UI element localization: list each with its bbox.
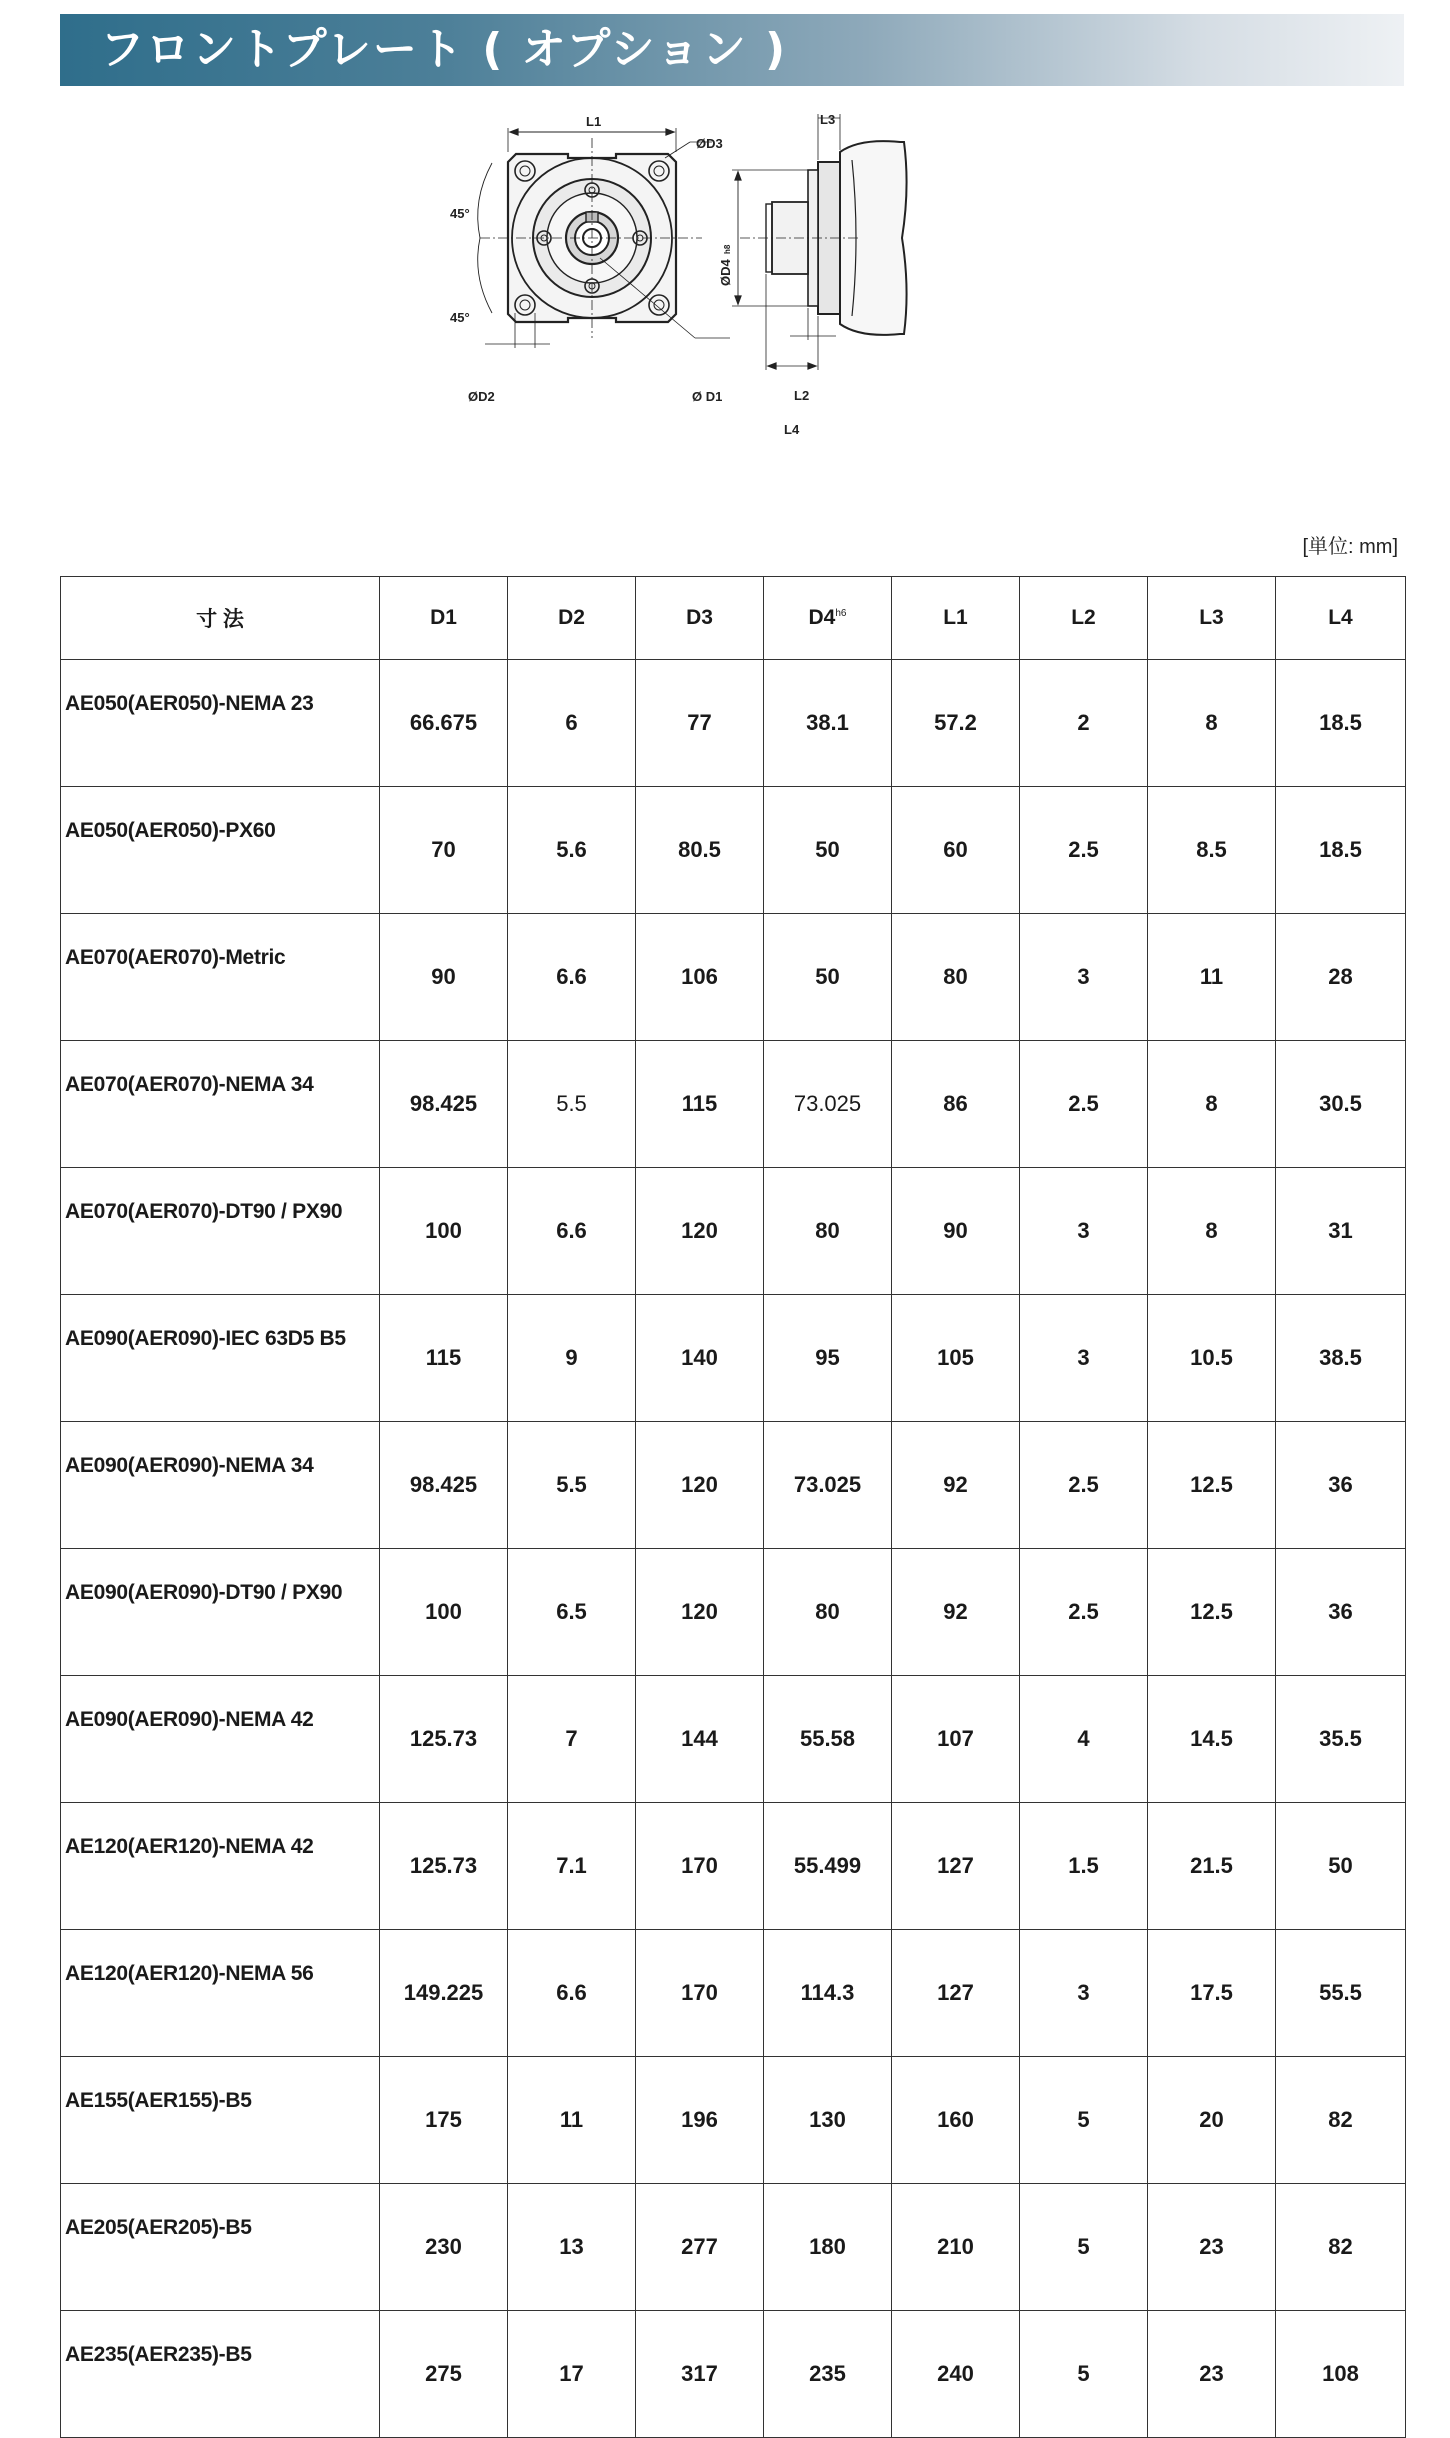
table-row (61, 660, 1406, 787)
header-d4-tolerance: h6 (835, 608, 847, 619)
label-d1: Ø D1 (692, 389, 723, 404)
label-d2: ØD2 (468, 389, 495, 404)
cell-l4: 82 (1276, 2184, 1406, 2311)
cell-d1: 275 (380, 2311, 508, 2438)
cell-d4: 235 (764, 2311, 892, 2438)
table-row (61, 1168, 1406, 1295)
row-model-name: AE235(AER235)-B5 (61, 2311, 380, 2438)
cell-l4: 18.5 (1276, 660, 1406, 787)
cell-d2: 5.6 (508, 787, 636, 914)
header-col: D3 (636, 577, 764, 660)
cell-d2: 13 (508, 2184, 636, 2311)
cell-d2: 6 (508, 660, 636, 787)
cell-d1: 100 (380, 1168, 508, 1295)
cell-d3: 317 (636, 2311, 764, 2438)
table-row (61, 1295, 1406, 1422)
label-l4: L4 (784, 422, 800, 437)
cell-l2: 2.5 (1020, 1549, 1148, 1676)
cell-d3: 120 (636, 1168, 764, 1295)
cell-d1: 125.73 (380, 1803, 508, 1930)
table-header-row (61, 577, 1406, 660)
cell-d3: 277 (636, 2184, 764, 2311)
row-model-name: AE070(AER070)-Metric (61, 914, 380, 1041)
cell-l2: 3 (1020, 1168, 1148, 1295)
cell-d3: 120 (636, 1422, 764, 1549)
label-l1: L1 (586, 114, 602, 129)
cell-l2: 2.5 (1020, 1041, 1148, 1168)
cell-l4: 38.5 (1276, 1295, 1406, 1422)
row-model-name: AE090(AER090)-IEC 63D5 B5 (61, 1295, 380, 1422)
table-body (61, 660, 1406, 2438)
cell-l1: 60 (892, 787, 1020, 914)
header-d4-label: D4 (808, 606, 836, 629)
cell-l1: 80 (892, 914, 1020, 1041)
cell-d2: 11 (508, 2057, 636, 2184)
cell-l1: 210 (892, 2184, 1020, 2311)
cell-d1: 98.425 (380, 1041, 508, 1168)
cell-d2: 6.6 (508, 1930, 636, 2057)
row-model-name: AE050(AER050)-PX60 (61, 787, 380, 914)
cell-l2: 1.5 (1020, 1803, 1148, 1930)
cell-d2: 7 (508, 1676, 636, 1803)
cell-l3: 23 (1148, 2184, 1276, 2311)
row-model-name: AE070(AER070)-NEMA 34 (61, 1041, 380, 1168)
cell-l3: 12.5 (1148, 1549, 1276, 1676)
cell-l1: 57.2 (892, 660, 1020, 787)
dimension-table (60, 576, 1406, 2438)
cell-d1: 66.675 (380, 660, 508, 787)
cell-d4: 73.025 (764, 1422, 892, 1549)
cell-l4: 36 (1276, 1549, 1406, 1676)
row-model-name: AE120(AER120)-NEMA 56 (61, 1930, 380, 2057)
cell-l4: 36 (1276, 1422, 1406, 1549)
cell-d3: 170 (636, 1803, 764, 1930)
table-row (61, 1676, 1406, 1803)
row-model-name: AE205(AER205)-B5 (61, 2184, 380, 2311)
cell-d3: 115 (636, 1041, 764, 1168)
cell-d4: 50 (764, 914, 892, 1041)
header-col: L2 (1020, 577, 1148, 660)
cell-l3: 8 (1148, 660, 1276, 787)
front-view (478, 128, 730, 348)
cell-d3: 140 (636, 1295, 764, 1422)
row-model-name: AE120(AER120)-NEMA 42 (61, 1803, 380, 1930)
cell-l2: 5 (1020, 2184, 1148, 2311)
cell-l4: 18.5 (1276, 787, 1406, 914)
cell-d4: 80 (764, 1168, 892, 1295)
table-row (61, 2184, 1406, 2311)
cell-l2: 3 (1020, 1930, 1148, 2057)
cell-d4: 95 (764, 1295, 892, 1422)
cell-d4: 130 (764, 2057, 892, 2184)
side-view (732, 114, 907, 370)
header-col: L1 (892, 577, 1020, 660)
header-col: L4 (1276, 577, 1406, 660)
header-col-d4 (764, 577, 892, 660)
cell-d3: 170 (636, 1930, 764, 2057)
table-row (61, 1803, 1406, 1930)
cell-l1: 160 (892, 2057, 1020, 2184)
cell-d3: 120 (636, 1549, 764, 1676)
cell-d2: 17 (508, 2311, 636, 2438)
label-l2: L2 (794, 388, 810, 403)
table-row (61, 2311, 1406, 2438)
cell-d1: 70 (380, 787, 508, 914)
cell-l3: 8.5 (1148, 787, 1276, 914)
row-model-name: AE070(AER070)-DT90 / PX90 (61, 1168, 380, 1295)
cell-d4: 50 (764, 787, 892, 914)
cell-l4: 55.5 (1276, 1930, 1406, 2057)
cell-l2: 4 (1020, 1676, 1148, 1803)
cell-l3: 21.5 (1148, 1803, 1276, 1930)
cell-l3: 11 (1148, 914, 1276, 1041)
technical-drawing (440, 108, 1080, 458)
table-row (61, 1041, 1406, 1168)
unit-note: [単位: mm] (1302, 536, 1398, 558)
cell-l4: 50 (1276, 1803, 1406, 1930)
cell-d1: 175 (380, 2057, 508, 2184)
row-model-name: AE050(AER050)-NEMA 23 (61, 660, 380, 787)
cell-l2: 2.5 (1020, 1422, 1148, 1549)
header-col: D1 (380, 577, 508, 660)
cell-l4: 30.5 (1276, 1041, 1406, 1168)
table-row (61, 1930, 1406, 2057)
header-col: D2 (508, 577, 636, 660)
title-bar (60, 14, 1404, 86)
row-model-name: AE155(AER155)-B5 (61, 2057, 380, 2184)
cell-l3: 14.5 (1148, 1676, 1276, 1803)
cell-l3: 12.5 (1148, 1422, 1276, 1549)
cell-l4: 31 (1276, 1168, 1406, 1295)
cell-d4: 38.1 (764, 660, 892, 787)
cell-d2: 6.6 (508, 914, 636, 1041)
table-row (61, 914, 1406, 1041)
cell-l3: 23 (1148, 2311, 1276, 2438)
cell-l1: 92 (892, 1422, 1020, 1549)
cell-l2: 3 (1020, 914, 1148, 1041)
cell-l1: 240 (892, 2311, 1020, 2438)
cell-l1: 86 (892, 1041, 1020, 1168)
cell-d2: 9 (508, 1295, 636, 1422)
front-plate-drawing (440, 108, 1080, 458)
cell-l2: 2 (1020, 660, 1148, 787)
cell-l3: 10.5 (1148, 1295, 1276, 1422)
row-model-name: AE090(AER090)-NEMA 42 (61, 1676, 380, 1803)
header-col: L3 (1148, 577, 1276, 660)
label-l3: L3 (820, 112, 836, 127)
label-d4: ØD4 (718, 259, 733, 286)
cell-d4: 73.025 (764, 1041, 892, 1168)
cell-d3: 196 (636, 2057, 764, 2184)
cell-d2: 5.5 (508, 1041, 636, 1168)
header-size: 寸 法 (61, 577, 380, 660)
label-d4-tolerance: h8 (723, 244, 732, 254)
cell-l2: 5 (1020, 2057, 1148, 2184)
cell-d4: 55.58 (764, 1676, 892, 1803)
cell-l3: 8 (1148, 1168, 1276, 1295)
cell-l3: 8 (1148, 1041, 1276, 1168)
cell-l1: 127 (892, 1930, 1020, 2057)
label-angle-top: 45° (450, 206, 470, 221)
cell-l4: 35.5 (1276, 1676, 1406, 1803)
cell-l2: 2.5 (1020, 787, 1148, 914)
cell-d1: 100 (380, 1549, 508, 1676)
cell-l1: 90 (892, 1168, 1020, 1295)
table-row (61, 787, 1406, 914)
cell-d1: 230 (380, 2184, 508, 2311)
cell-l4: 108 (1276, 2311, 1406, 2438)
table-row (61, 1549, 1406, 1676)
cell-d1: 125.73 (380, 1676, 508, 1803)
cell-d1: 115 (380, 1295, 508, 1422)
label-angle-bottom: 45° (450, 310, 470, 325)
cell-l2: 5 (1020, 2311, 1148, 2438)
cell-d2: 5.5 (508, 1422, 636, 1549)
cell-l4: 82 (1276, 2057, 1406, 2184)
cell-d3: 80.5 (636, 787, 764, 914)
cell-d1: 90 (380, 914, 508, 1041)
cell-d2: 6.5 (508, 1549, 636, 1676)
row-model-name: AE090(AER090)-NEMA 34 (61, 1422, 380, 1549)
cell-l3: 17.5 (1148, 1930, 1276, 2057)
cell-l2: 3 (1020, 1295, 1148, 1422)
cell-l1: 92 (892, 1549, 1020, 1676)
cell-d3: 106 (636, 914, 764, 1041)
cell-l1: 127 (892, 1803, 1020, 1930)
cell-d4: 80 (764, 1549, 892, 1676)
cell-l3: 20 (1148, 2057, 1276, 2184)
cell-d2: 6.6 (508, 1168, 636, 1295)
cell-d3: 77 (636, 660, 764, 787)
cell-d3: 144 (636, 1676, 764, 1803)
cell-l4: 28 (1276, 914, 1406, 1041)
cell-d4: 114.3 (764, 1930, 892, 2057)
row-model-name: AE090(AER090)-DT90 / PX90 (61, 1549, 380, 1676)
cell-d4: 55.499 (764, 1803, 892, 1930)
page-title: フロントプレート ( オプション ) (100, 24, 788, 75)
cell-d2: 7.1 (508, 1803, 636, 1930)
table-row (61, 2057, 1406, 2184)
table-row (61, 1422, 1406, 1549)
label-d3: ØD3 (696, 136, 723, 151)
cell-d1: 149.225 (380, 1930, 508, 2057)
cell-d4: 180 (764, 2184, 892, 2311)
cell-l1: 105 (892, 1295, 1020, 1422)
cell-d1: 98.425 (380, 1422, 508, 1549)
cell-l1: 107 (892, 1676, 1020, 1803)
